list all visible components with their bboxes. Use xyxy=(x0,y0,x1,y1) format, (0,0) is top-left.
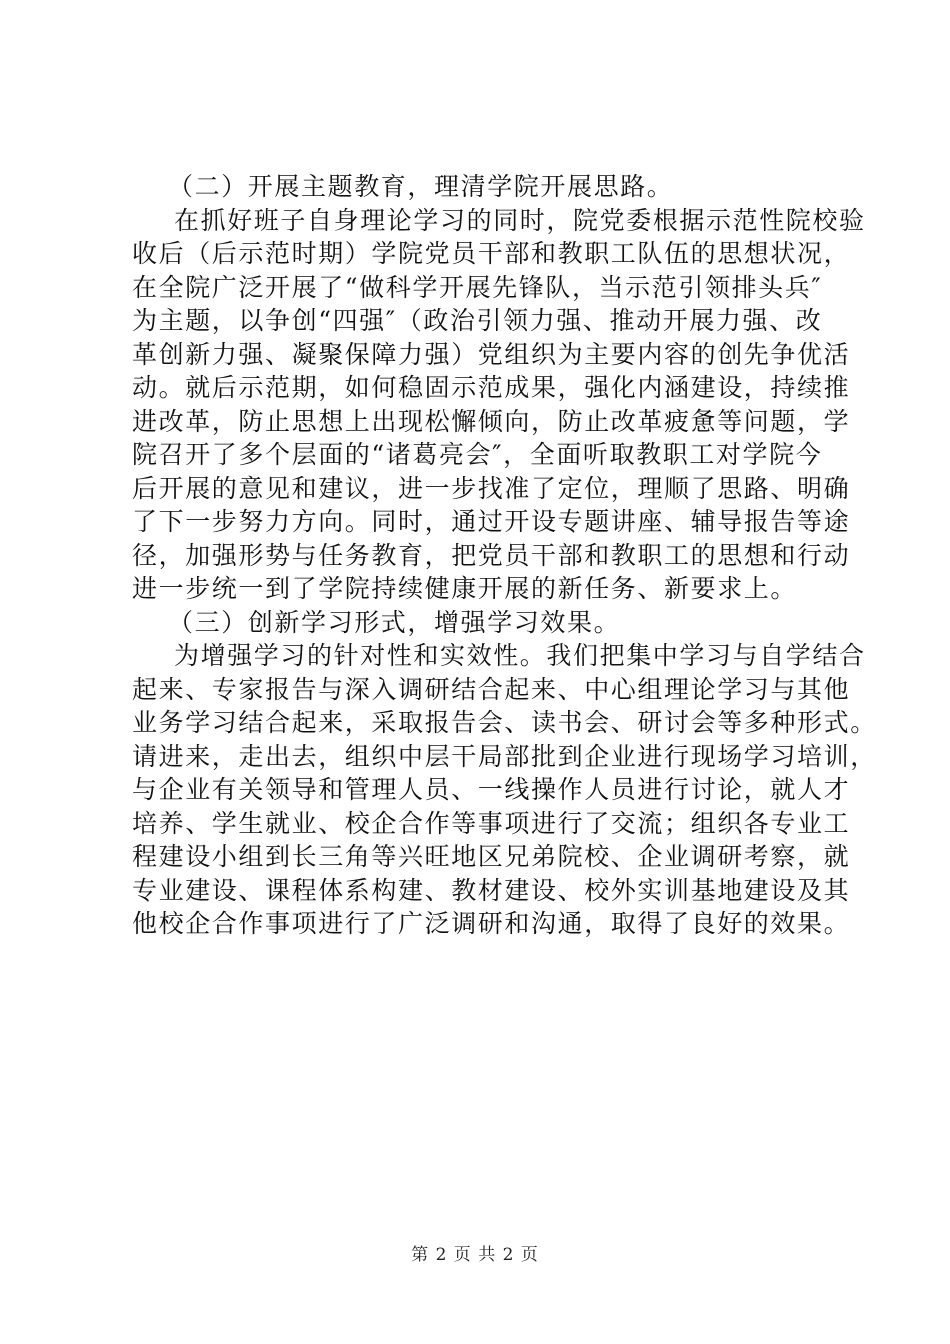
section-heading-2: （二）开展主题教育，理清学院开展思路。 xyxy=(168,172,674,201)
paragraph-line: 进一步统一到了学院持续健康开展的新任务、新要求上。 xyxy=(132,574,798,603)
paragraph-line: 动。就后示范期，如何稳固示范成果，强化内涵建设，持续推 xyxy=(132,373,851,402)
paragraph-line: 革创新力强、凝聚保障力强）党组织为主要内容的创先争优活 xyxy=(132,339,851,369)
section-heading-3: （三）创新学习形式，增强学习效果。 xyxy=(168,607,621,637)
paragraph-line: 收后（后示范时期）学院党员干部和教职工队伍的思想状况， xyxy=(132,239,851,268)
paragraph-line: 径，加强形势与任务教育，把党员干部和教职工的思想和行动 xyxy=(132,540,851,570)
paragraph-line: 进改革，防止思想上出现松懈倾向，防止改革疲惫等问题，学 xyxy=(132,406,851,436)
paragraph-line: 与企业有关领导和管理人员、一线操作人员进行讨论，就人才 xyxy=(132,775,851,804)
paragraph-line: 在全院广泛开展了“做科学开展先锋队，当示范引领排头兵″ xyxy=(132,272,823,302)
paragraph-line: 院召开了多个层面的“诸葛亮会″，全面听取教职工对学院今 xyxy=(132,440,823,469)
paragraph-line: 在抓好班子自身理论学习的同时，院党委根据示范性院校验 xyxy=(174,205,866,235)
paragraph-line: 程建设小组到长三角等兴旺地区兄弟院校、企业调研考察，就 xyxy=(132,842,851,871)
paragraph-line: 后开展的意见和建议，进一步找准了定位，理顺了思路、明确 xyxy=(132,473,851,503)
paragraph-line: 请进来，走出去，组织中层干局部批到企业进行现场学习培训， xyxy=(132,741,877,771)
paragraph-line: 了下一步努力方向。同时，通过开设专题讲座、辅导报告等途 xyxy=(132,507,851,536)
paragraph-line: 专业建设、课程体系构建、教材建设、校外实训基地建设及其 xyxy=(132,875,851,905)
page-number-footer: 第 2 页 共 2 页 xyxy=(411,1245,539,1265)
paragraph-line: 为增强学习的针对性和实效性。我们把集中学习与自学结合 xyxy=(174,641,866,670)
paragraph-line: 业务学习结合起来，采取报告会、读书会、研讨会等多种形式。 xyxy=(132,708,877,737)
document-body xyxy=(132,170,877,941)
paragraph-line: 为主题，以争创“四强″（政治引领力强、推动开展力强、改 xyxy=(132,306,823,335)
paragraph-line: 起来、专家报告与深入调研结合起来、中心组理论学习与其他 xyxy=(132,674,851,704)
paragraph-line: 培养、学生就业、校企合作等事项进行了交流；组织各专业工 xyxy=(132,808,851,838)
paragraph-line: 他校企合作事项进行了广泛调研和沟通，取得了良好的效果。 xyxy=(132,909,851,938)
